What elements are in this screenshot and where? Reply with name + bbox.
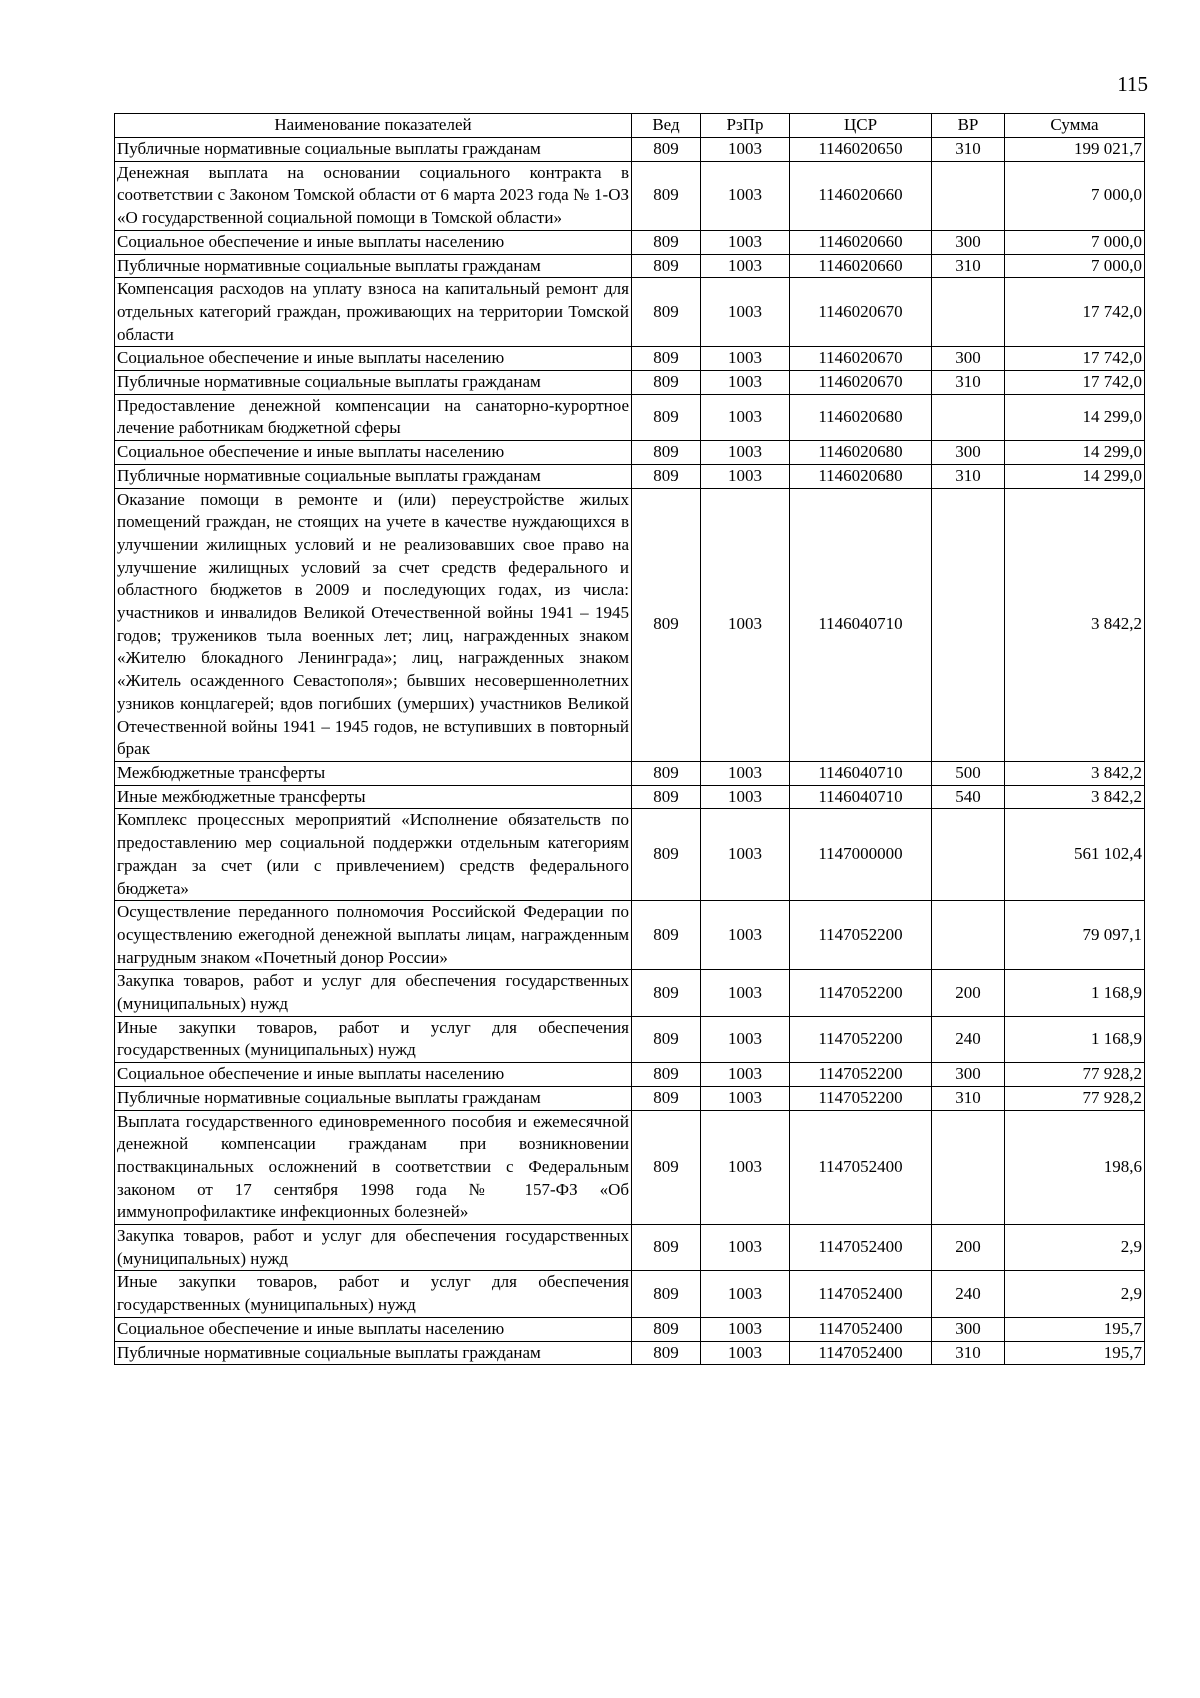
row-sum-cell: 14 299,0	[1005, 464, 1145, 488]
row-vr-cell: 540	[932, 785, 1005, 809]
row-sum-cell: 3 842,2	[1005, 785, 1145, 809]
header-name: Наименование показателей	[115, 114, 632, 138]
row-rzpr-cell: 1003	[701, 785, 790, 809]
header-sum: Сумма	[1005, 114, 1145, 138]
row-ved-cell: 809	[632, 1317, 701, 1341]
row-vr-cell	[932, 901, 1005, 970]
row-ved-cell: 809	[632, 254, 701, 278]
table-row	[115, 1063, 1145, 1087]
row-vr-cell: 240	[932, 1016, 1005, 1062]
table-row	[115, 488, 1145, 761]
row-name-cell: Социальное обеспечение и иные выплаты населению	[115, 441, 632, 465]
row-vr-cell: 300	[932, 1063, 1005, 1087]
row-name-cell: Иные закупки товаров, работ и услуг для обеспечения государственных (муниципальных) нужд	[115, 1271, 632, 1317]
row-vr-cell: 500	[932, 761, 1005, 785]
row-rzpr-cell: 1003	[701, 464, 790, 488]
row-ved-cell: 809	[632, 1110, 701, 1225]
row-sum-cell: 3 842,2	[1005, 761, 1145, 785]
row-rzpr-cell: 1003	[701, 371, 790, 395]
row-rzpr-cell: 1003	[701, 1016, 790, 1062]
row-sum-cell: 77 928,2	[1005, 1086, 1145, 1110]
row-csr-cell: 1147052400	[790, 1341, 932, 1365]
row-vr-cell	[932, 1110, 1005, 1225]
row-sum-cell: 2,9	[1005, 1225, 1145, 1271]
row-sum-cell: 79 097,1	[1005, 901, 1145, 970]
row-vr-cell: 200	[932, 1225, 1005, 1271]
table-row	[115, 394, 1145, 440]
table-row	[115, 441, 1145, 465]
row-csr-cell: 1146020680	[790, 441, 932, 465]
row-csr-cell: 1147052200	[790, 1016, 932, 1062]
row-ved-cell: 809	[632, 970, 701, 1016]
row-name-cell: Выплата государственного единовременного пособия и ежемесячной денежной компенсации гражданам при возникновении поствакцинальных осложнений в соответствии с Федеральным законом от 17 сентября 1998 года № 157-ФЗ «Об иммунопрофилактике инфекционных болезней»	[115, 1110, 632, 1225]
row-sum-cell: 199 021,7	[1005, 138, 1145, 162]
row-vr-cell: 310	[932, 1086, 1005, 1110]
row-name-cell: Межбюджетные трансферты	[115, 761, 632, 785]
row-csr-cell: 1147052200	[790, 1063, 932, 1087]
row-name-cell: Публичные нормативные социальные выплаты гражданам	[115, 254, 632, 278]
table-row	[115, 1086, 1145, 1110]
table-row	[115, 161, 1145, 230]
row-name-cell: Публичные нормативные социальные выплаты гражданам	[115, 464, 632, 488]
row-vr-cell: 310	[932, 1341, 1005, 1365]
row-rzpr-cell: 1003	[701, 761, 790, 785]
row-rzpr-cell: 1003	[701, 970, 790, 1016]
row-ved-cell: 809	[632, 1063, 701, 1087]
row-vr-cell: 310	[932, 138, 1005, 162]
row-csr-cell: 1147000000	[790, 809, 932, 901]
header-vr: ВР	[932, 114, 1005, 138]
row-sum-cell: 195,7	[1005, 1341, 1145, 1365]
row-ved-cell: 809	[632, 785, 701, 809]
row-csr-cell: 1147052400	[790, 1110, 932, 1225]
row-sum-cell: 195,7	[1005, 1317, 1145, 1341]
row-vr-cell: 310	[932, 254, 1005, 278]
row-sum-cell: 17 742,0	[1005, 347, 1145, 371]
table-row	[115, 761, 1145, 785]
row-ved-cell: 809	[632, 394, 701, 440]
row-csr-cell: 1147052200	[790, 1086, 932, 1110]
row-name-cell: Денежная выплата на основании социального контракта в соответствии с Законом Томской области от 6 марта 2023 года № 1-ОЗ «О государственной социальной помощи в Томской области»	[115, 161, 632, 230]
page-number: 115	[1117, 72, 1148, 96]
row-name-cell: Иные закупки товаров, работ и услуг для обеспечения государственных (муниципальных) нужд	[115, 1016, 632, 1062]
row-csr-cell: 1146020670	[790, 278, 932, 347]
row-vr-cell: 240	[932, 1271, 1005, 1317]
row-csr-cell: 1146020680	[790, 464, 932, 488]
row-sum-cell: 561 102,4	[1005, 809, 1145, 901]
header-csr: ЦСР	[790, 114, 932, 138]
row-sum-cell: 2,9	[1005, 1271, 1145, 1317]
row-vr-cell	[932, 809, 1005, 901]
row-rzpr-cell: 1003	[701, 347, 790, 371]
row-name-cell: Закупка товаров, работ и услуг для обеспечения государственных (муниципальных) нужд	[115, 970, 632, 1016]
row-vr-cell	[932, 278, 1005, 347]
row-ved-cell: 809	[632, 901, 701, 970]
table-row	[115, 138, 1145, 162]
table-row	[115, 970, 1145, 1016]
row-vr-cell: 300	[932, 1317, 1005, 1341]
row-vr-cell: 300	[932, 441, 1005, 465]
row-rzpr-cell: 1003	[701, 1341, 790, 1365]
row-csr-cell: 1147052400	[790, 1317, 932, 1341]
row-ved-cell: 809	[632, 230, 701, 254]
row-name-cell: Предоставление денежной компенсации на санаторно-курортное лечение работникам бюджетной сферы	[115, 394, 632, 440]
table-row	[115, 230, 1145, 254]
row-rzpr-cell: 1003	[701, 901, 790, 970]
row-ved-cell: 809	[632, 1341, 701, 1365]
row-ved-cell: 809	[632, 1086, 701, 1110]
row-csr-cell: 1146020680	[790, 394, 932, 440]
row-rzpr-cell: 1003	[701, 809, 790, 901]
table-body	[115, 138, 1145, 1365]
row-ved-cell: 809	[632, 761, 701, 785]
row-csr-cell: 1146020660	[790, 161, 932, 230]
row-name-cell: Социальное обеспечение и иные выплаты населению	[115, 1317, 632, 1341]
row-sum-cell: 7 000,0	[1005, 161, 1145, 230]
table-row	[115, 785, 1145, 809]
table-row	[115, 1225, 1145, 1271]
row-name-cell: Публичные нормативные социальные выплаты гражданам	[115, 371, 632, 395]
table-row	[115, 1110, 1145, 1225]
row-vr-cell	[932, 488, 1005, 761]
header-ved: Вед	[632, 114, 701, 138]
row-ved-cell: 809	[632, 278, 701, 347]
table-row	[115, 347, 1145, 371]
row-vr-cell	[932, 161, 1005, 230]
row-vr-cell: 310	[932, 464, 1005, 488]
row-sum-cell: 198,6	[1005, 1110, 1145, 1225]
row-csr-cell: 1146040710	[790, 785, 932, 809]
row-sum-cell: 1 168,9	[1005, 970, 1145, 1016]
row-rzpr-cell: 1003	[701, 1271, 790, 1317]
row-vr-cell: 310	[932, 371, 1005, 395]
row-sum-cell: 7 000,0	[1005, 254, 1145, 278]
row-rzpr-cell: 1003	[701, 278, 790, 347]
table-row	[115, 1341, 1145, 1365]
table-row	[115, 464, 1145, 488]
row-ved-cell: 809	[632, 1225, 701, 1271]
row-name-cell: Закупка товаров, работ и услуг для обеспечения государственных (муниципальных) нужд	[115, 1225, 632, 1271]
row-csr-cell: 1147052400	[790, 1225, 932, 1271]
table-row	[115, 809, 1145, 901]
row-csr-cell: 1147052400	[790, 1271, 932, 1317]
row-sum-cell: 17 742,0	[1005, 371, 1145, 395]
row-sum-cell: 17 742,0	[1005, 278, 1145, 347]
row-name-cell: Компенсация расходов на уплату взноса на капитальный ремонт для отдельных категорий граждан, проживающих на территории Томской области	[115, 278, 632, 347]
row-ved-cell: 809	[632, 161, 701, 230]
row-csr-cell: 1146020670	[790, 371, 932, 395]
row-ved-cell: 809	[632, 488, 701, 761]
row-name-cell: Оказание помощи в ремонте и (или) переустройстве жилых помещений граждан, не стоящих на учете в качестве нуждающихся в улучшении жилищных условий и не реализовавших свое право на улучшение жилищных условий за счет средств федерального и областного бюджетов в 2009 и последующих годах, из числа: участников и инвалидов Великой Отечественной войны 1941 – 1945 годов; тружеников тыла военных лет; лиц, награжденных знаком «Жителю блокадного Ленинграда»; лиц, награжденных знаком «Житель осажденного Севастополя»; бывших несовершеннолетних узников концлагерей; вдов погибших (умерших) участников Великой Отечественной войны 1941 – 1945 годов, не вступивших в повторный брак	[115, 488, 632, 761]
table-row	[115, 901, 1145, 970]
row-rzpr-cell: 1003	[701, 138, 790, 162]
row-rzpr-cell: 1003	[701, 1317, 790, 1341]
row-rzpr-cell: 1003	[701, 394, 790, 440]
row-ved-cell: 809	[632, 138, 701, 162]
row-ved-cell: 809	[632, 371, 701, 395]
table-header-row	[115, 114, 1145, 138]
row-rzpr-cell: 1003	[701, 1086, 790, 1110]
row-csr-cell: 1147052200	[790, 901, 932, 970]
row-sum-cell: 14 299,0	[1005, 394, 1145, 440]
row-csr-cell: 1146020670	[790, 347, 932, 371]
budget-table	[114, 113, 1145, 1365]
header-rzpr: РзПр	[701, 114, 790, 138]
row-name-cell: Публичные нормативные социальные выплаты гражданам	[115, 1086, 632, 1110]
row-ved-cell: 809	[632, 464, 701, 488]
row-csr-cell: 1146040710	[790, 488, 932, 761]
row-rzpr-cell: 1003	[701, 1063, 790, 1087]
row-name-cell: Социальное обеспечение и иные выплаты населению	[115, 347, 632, 371]
row-csr-cell: 1146040710	[790, 761, 932, 785]
row-rzpr-cell: 1003	[701, 1110, 790, 1225]
row-rzpr-cell: 1003	[701, 488, 790, 761]
row-rzpr-cell: 1003	[701, 230, 790, 254]
row-sum-cell: 14 299,0	[1005, 441, 1145, 465]
row-vr-cell: 300	[932, 347, 1005, 371]
row-sum-cell: 3 842,2	[1005, 488, 1145, 761]
row-csr-cell: 1146020660	[790, 230, 932, 254]
row-name-cell: Публичные нормативные социальные выплаты гражданам	[115, 1341, 632, 1365]
row-ved-cell: 809	[632, 809, 701, 901]
row-name-cell: Комплекс процессных мероприятий «Исполнение обязательств по предоставлению мер социальной поддержки отдельным категориям граждан за счет (или с привлечением) средств федерального бюджета»	[115, 809, 632, 901]
row-sum-cell: 7 000,0	[1005, 230, 1145, 254]
row-csr-cell: 1147052200	[790, 970, 932, 1016]
table-row	[115, 371, 1145, 395]
row-vr-cell: 200	[932, 970, 1005, 1016]
row-name-cell: Осуществление переданного полномочия Российской Федерации по осуществлению ежегодной денежной выплаты лицам, награжденным нагрудным знаком «Почетный донор России»	[115, 901, 632, 970]
table-row	[115, 1016, 1145, 1062]
row-vr-cell: 300	[932, 230, 1005, 254]
row-name-cell: Социальное обеспечение и иные выплаты населению	[115, 1063, 632, 1087]
row-ved-cell: 809	[632, 1271, 701, 1317]
row-rzpr-cell: 1003	[701, 161, 790, 230]
row-rzpr-cell: 1003	[701, 254, 790, 278]
row-sum-cell: 1 168,9	[1005, 1016, 1145, 1062]
row-sum-cell: 77 928,2	[1005, 1063, 1145, 1087]
row-rzpr-cell: 1003	[701, 1225, 790, 1271]
row-ved-cell: 809	[632, 347, 701, 371]
row-csr-cell: 1146020660	[790, 254, 932, 278]
row-csr-cell: 1146020650	[790, 138, 932, 162]
row-rzpr-cell: 1003	[701, 441, 790, 465]
row-ved-cell: 809	[632, 1016, 701, 1062]
row-name-cell: Социальное обеспечение и иные выплаты населению	[115, 230, 632, 254]
row-vr-cell	[932, 394, 1005, 440]
row-ved-cell: 809	[632, 441, 701, 465]
row-name-cell: Иные межбюджетные трансферты	[115, 785, 632, 809]
table-row	[115, 1271, 1145, 1317]
table-row	[115, 254, 1145, 278]
row-name-cell: Публичные нормативные социальные выплаты гражданам	[115, 138, 632, 162]
table-row	[115, 1317, 1145, 1341]
table-row	[115, 278, 1145, 347]
